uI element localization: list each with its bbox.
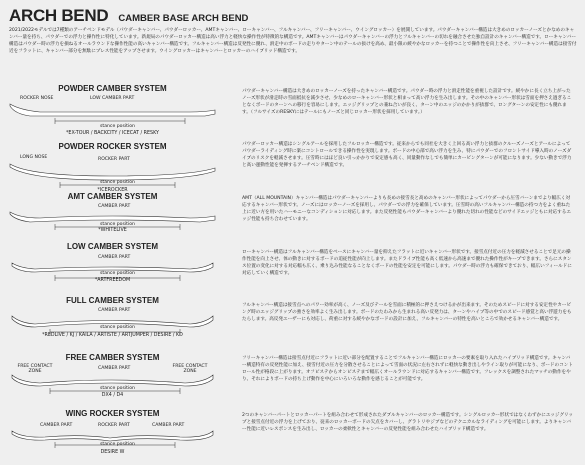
- section-title: WING ROCKER SYSTEM: [65, 409, 160, 418]
- section-models: DESIRE W: [100, 450, 125, 455]
- section-title: FULL CAMBER SYSTEM: [66, 296, 159, 305]
- board-profile-diagram: [0, 428, 225, 452]
- diagram-label: CAMBER PART: [98, 308, 131, 313]
- diagram-label: stance position: [100, 124, 135, 129]
- diagram-label: stance position: [100, 271, 135, 276]
- section-description: パウダーキャンバー構造は大きめのロッカーノーズを持ったキャンバー構造です。パウダー時の浮力と滑走性能を重視した設計です。緩やかに長く立ち上がったノーズ形状が滑走時の雪面抵抗を減少させ、少なめのローキャンバー形状と相まって高い浮力を生み出します。その中のキャンバー形状は雪面を押さえ過ぎることなくボードのターンへの移行を容易にします。エッジグリップとの兼ね合いが良く、ターン中のエッジのかかりが抜群で、ロングターンの安定性にも優れます。（フルサイズのRESKYにはテールにもノーズと同じロッカー形状を採用しています。）: [242, 89, 572, 116]
- section-models: *EX-TOUR / BACKCITY / ICECAT / RESKY: [66, 131, 159, 136]
- section-models: *ICEROCKER: [97, 188, 128, 193]
- page-subtitle: CAMBER BASE ARCH BEND: [118, 13, 249, 24]
- section-description: 2つのキャンバーパートとロッカーパートを組み合わせて形成されたダブルキャンバーのロッカー構造です。シングルロッカー形状ではなくわずかにエッジグリップと接雪点付近の浮力を上げており、従来のロッカーボードの欠点をカバーし、グラトリやジブなどのテクニカルなライディングを可能にします。よりキャンバー性能に近いレスポンスを生み出し、ロッカーの柔軟性とキャンバーの反発性能を組み合わせたハイブリッド構造です。: [242, 413, 574, 433]
- diagram-label: stance position: [100, 442, 135, 447]
- diagram-label: CAMBER PART: [152, 423, 185, 428]
- diagram-label: LOW CAMBER PART: [90, 96, 135, 101]
- section-models: *ARTFREEDOM: [94, 278, 131, 283]
- diagram-label: ROCKER PART: [98, 157, 130, 162]
- diagram-label: stance position: [100, 222, 135, 227]
- section-description: フルキャンバー構造は接雪点へのパワー効率が高く、ノーズ及びテールを雪面に積極的に押さえつけるかが出来ます。そのためスピードに対する安定性やカービング時のエッジグリップの強さを効率よく生み出します。ボードのたわみから生まれる高い反発力は、ターンやハイプ等の中でのスピード感覚と高い浮遊力をもたらします。高反発ユーザーにも対応し、荷重に対する緩やかなボードの設計に加え、フルキャンバーの特性を高いところで効かせるキャンバー構造です。: [242, 303, 572, 323]
- header: [9, 6, 248, 26]
- diagram-label: CAMBER PART: [40, 423, 73, 428]
- page-title: ARCH BEND: [9, 6, 109, 25]
- diagram-label: stance position: [100, 325, 135, 330]
- section-title: POWDER CAMBER SYSTEM: [58, 84, 167, 93]
- section-description: AMT（ALL MOUNTAIN）キャンバー構造はパウダーキャンバーよりも長めの接雪長と高めのキャンバー形状によってパウダーから圧雪バーンまでより幅広く対応するキャンバー形状です。ノーズにはロッカーノーズを採用し、パウダーでの浮力を確保しています。圧雪時の高いフルキャンバー構造の持つ力をよく重ねた上に近い方を用いたハーモニーなコンディションに対応します。また反発性能もパウダーキャンバーより優れた切れの性能などのサイドエッジともに対応するエッジ性能も持ち合わせています。: [242, 196, 571, 223]
- diagram-label: stance position: [100, 386, 135, 391]
- section-description: パウダーロッカー構造はシングルアールを採用したフルロッカー構造です。従来からでも同社を大きく上回る高い浮力と抜群のクルーズノーズとアールによってパウダーライディング時に楽にコントロールできる操作性を実現します。ボードの中心部で高い浮力を生み、特にパウダーでのフロントサイド導入時のノーズダイブのリスクを軽減させます。圧雪時にはほど良い引っかかりで安定感も高く、同量動作なしでも簡単にカービングターンが可能になります。少ない動きで浮力と高い運動性能を発揮するアーチベンド構造です。: [242, 142, 572, 169]
- section-title: AMT CAMBER SYSTEM: [67, 192, 158, 201]
- diagram-label: FREE CONTACT ZONE: [172, 364, 208, 374]
- section-models: DX4 / D4: [101, 393, 124, 398]
- diagram-label: CAMBER PART: [98, 255, 131, 260]
- section-models: *REDLIVE / KJ / KAILA / ARTISTE / ARTJUMPER / DESIRE / KD: [42, 333, 183, 338]
- section-models: *WHITELIVE: [98, 228, 127, 233]
- diagram-label: ROCKER PART: [98, 423, 130, 428]
- diagram-label: LONG NOSE: [20, 155, 48, 160]
- section-title: FREE CAMBER SYSTEM: [65, 353, 160, 362]
- diagram-label: FREE CONTACT ZONE: [17, 364, 53, 374]
- section-title: POWDER ROCKER SYSTEM: [58, 142, 167, 151]
- diagram-label: ROCKER NOSE: [20, 96, 54, 101]
- section-title: LOW CAMBER SYSTEM: [66, 242, 159, 251]
- diagram-label: CAMBER PART: [98, 204, 131, 209]
- section-description: フリーキャンバー構造は接雪点付近にフラットに近い部分を配置することでフルキャンバー構造にロッカーの要素を取り入れたハイブリッド構造です。キャンバー構造特有の反発性能に加え、接雪付近の圧力を分散させることによって雪面の状況に左右されずに軽快な動き出しやライン取りが可能になり、ボードのコントロール性が格段に上がります。オフピステからオンピステまで幅広くオールラウンドに対応するキャンバー構造です。フレックスを調整されたマッチの動作をやり、それによりボードの持ち上げ動作を中心にいろいろな動作を感じることが可能です。: [242, 356, 573, 383]
- section-description: ローキャンバー構造はフルキャンバー構造をベースにキャンバー量を抑えたフラットに近いキャンバー形状です。接雪点付近の圧力を軽減させることで足元の操作性能を向上させ、体の動きに対するボードの追従性能が向上します。またドライブ性能も高く低速から高速まで優れた操作性がキープできます。さらにスタンス位置の変化に対する対応幅も広く、乗り込み性能なることなくボードの性能を安定を可能にします。パウダー時の浮力も確保できており、幅広いフィールドに対応していく構造です。: [242, 250, 572, 277]
- diagram-label: CAMBER PART: [98, 366, 131, 371]
- intro-paragraph: 2021/2022モデルでは7種類のアーチベンドモデル（パウダーキャンバー、パウダーロッカー、AMTキャンバー、ローキャンバー、フルキャンバー、フリーキャンバー、ウイングロッカー）を展開しています。パウダーキャンバー構造は大きめのロッカーノーズとかなめのキャンバー量を持ち、パウダーでの浮力と操作性に特化しています。新規局のパウダーロッカー構造は高い浮力と軽快な操作性が特徴的な構造です。AMTキャンバーはパウダーキャンバーの浮力とフルキャンバーの切れを融合させた独自設計のキャンバー構造です。ローキャンバー構造はパウダー時の浮力を損ねるオールラウンドな操作性能の高いキャンバー構造です。フルキャンバー構造は反発性に優れ、滑走中のボードの走りやターン中のテールの抜けを高め、最小限の緩やかなロッカーを持つことで操作性を向上させ、フリーキャンバー構造は接雪付近をフラットに、キャンバー部分を無駄にプレス性能をアップさせます。ウイングロッカーはキャンバーとロッカーのハイブリッド構造です。: [9, 28, 577, 55]
- diagram-label: stance position: [100, 180, 135, 185]
